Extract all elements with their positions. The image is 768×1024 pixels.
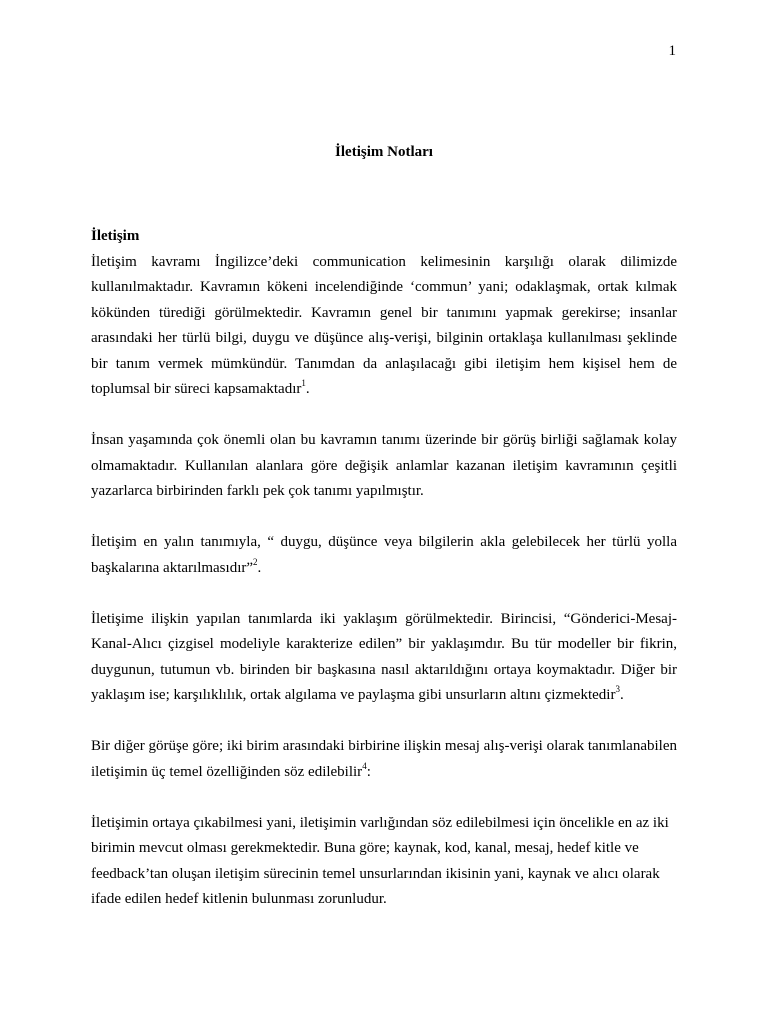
paragraph-5-end: : <box>366 763 371 780</box>
paragraph-6 <box>91 811 677 913</box>
paragraph-1 <box>91 250 677 403</box>
paragraph-3-end: . <box>257 559 262 576</box>
paragraph-1-end: . <box>305 381 310 397</box>
paragraph-4-text: İletişime ilişkin yapılan tanımlarda iki yaklaşım görülmektedir. Birincisi, “Gönderici-Mesaj-Kanal-Alıcı çizgisel modeliyle karakterize edilen” bir yaklaşımdır. Bu tür modeller bir fikrin, duygunun, tutumun vb. birinden bir başkasına nasıl aktarıldığını ortaya koymaktadır. Diğer bir yaklaşım ise; karşılıklılık, ortak algılama ve paylaşma gibi unsurların altını çizmektedir <box>91 610 677 703</box>
document-title: İletişim Notları <box>335 144 433 160</box>
page-number: 1 <box>668 43 676 59</box>
footnote-ref-3[interactable]: 3 <box>615 684 620 694</box>
paragraph-6-text: İletişimin ortaya çıkabilmesi yani, iletişimin varlığından söz edilebilmesi için öncelikle en az iki birimin mevcut olması gerekmektedir. Buna göre; kaynak, kod, kanal, mesaj, hedef kitle ve feedback’tan oluşan iletişim sürecinin temel unsurlarından ikisinin yani, kaynak ve alıcı olarak ifade edilen hedef kitlenin bulunması zorunludur. <box>91 814 669 907</box>
footnote-ref-2[interactable]: 2 <box>253 556 258 567</box>
paragraph-5 <box>91 734 677 785</box>
section-heading: İletişim <box>91 228 140 244</box>
paragraph-4 <box>91 607 677 709</box>
footnote-ref-4[interactable]: 4 <box>362 760 367 771</box>
paragraph-5-text: Bir diğer görüşe göre; iki birim arasındaki birbirine ilişkin mesaj alış-verişi olarak tanımlanabilen iletişimin üç temel özelliğinden söz edilebilir <box>91 738 677 780</box>
footnote-ref-1[interactable]: 1 <box>301 378 306 388</box>
paragraph-2-text: İnsan yaşamında çok önemli olan bu kavramın tanımı üzerinde bir görüş birliği sağlamak kolay olmamaktadır. Kullanılan alanlara göre değişik anlamlar kazanan iletişim kavramının çeşitli yazarlarca birbirinden farklı pek çok tanımı yapılmıştır. <box>91 432 677 499</box>
paragraph-4-end: . <box>619 687 624 703</box>
paragraph-3-text: İletişim en yalın tanımıyla, “ duygu, düşünce veya bilgilerin akla gelebilecek her türlü yolla başkalarına aktarılmasıdır” <box>91 534 677 576</box>
paragraph-2 <box>91 428 677 505</box>
document-body <box>91 224 677 938</box>
paragraph-1-text: İletişim kavramı İngilizce’deki communication kelimesinin karşılığı olarak dilimizde kullanılmaktadır. Kavramın kökeni incelendiğinde ‘commun’ yani; odaklaşmak, ortak kılmak kökünden türediği görülmektedir. Kavramın genel bir tanımını yapmak gerekirse; insanlar arasındaki her türlü bilgi, duygu ve düşünce alış-verişi, bilginin ortaklaşa kullanılması şeklinde bir tanım vermek mümkündür. Tanımdan da anlaşılacağı gibi iletişim hem kişisel hem de toplumsal bir süreci kapsamaktadır <box>91 253 677 397</box>
paragraph-3 <box>91 530 677 581</box>
